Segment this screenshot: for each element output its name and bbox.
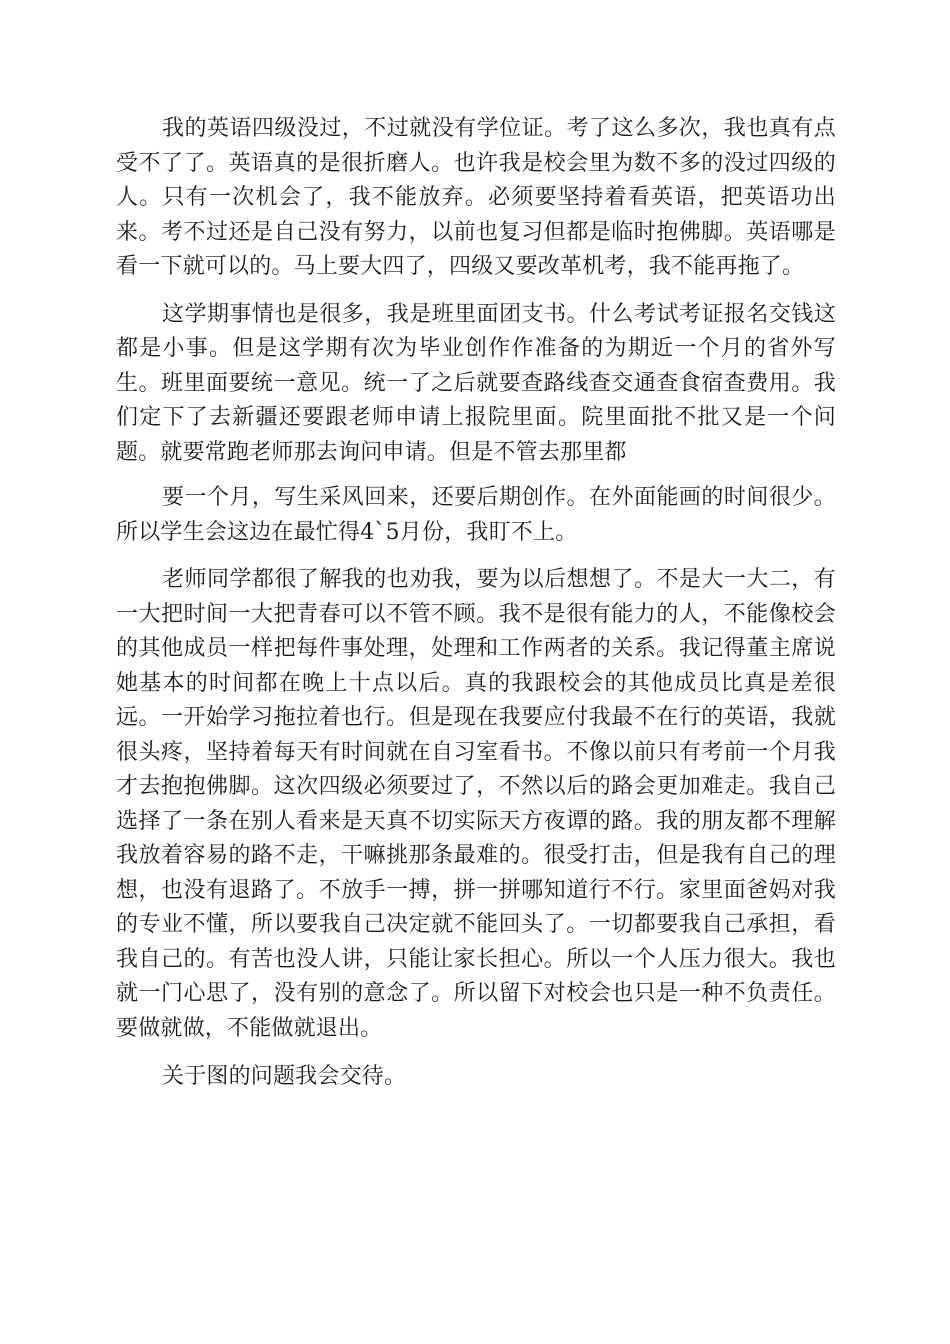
- paragraph-closing: 关于图的问题我会交待。: [162, 1064, 407, 1089]
- paragraph-sketch-trip: 要一个月，写生采风回来，还要后期创作。在外面能画的时间很少。所以学生会这边在最忙得4`5月份，我盯不上。: [116, 485, 836, 545]
- document-page: [116, 112, 836, 1112]
- paragraph-semester-duties: 这学期事情也是很多，我是班里面团支书。什么考试考证报名交钱这都是小事。但是这学期有次为毕业创作作准备的为期近一个月的省外写生。班里面要统一意见。统一了之后就要查路线查交通查食宿查费用。我们定下了去新疆还要跟老师申请上报院里面。院里面批不批又是一个问题。就要常跑老师那去询问申请。但是不管去那里都: [116, 301, 836, 465]
- paragraph-english-exam: 我的英语四级没过，不过就没有学位证。考了这么多次，我也真有点受不了了。英语真的是很折磨人。也许我是校会里为数不多的没过四级的人。只有一次机会了，我不能放弃。必须要坚持着看英语，把英语功出来。考不过还是自己没有努力，以前也复习但都是临时抱佛脚。英语哪是看一下就可以的。马上要大四了，四级又要改革机考，我不能再拖了。: [116, 116, 836, 279]
- paragraph-personal-reasons: 老师同学都很了解我的也劝我，要为以后想想了。不是大一大二，有一大把时间一大把青春可以不管不顾。我不是很有能力的人，不能像校会的其他成员一样把每件事处理，处理和工作两者的关系。我记得董主席说她基本的时间都在晚上十点以后。真的我跟校会的其他成员比真是差很远。一开始学习拖拉着也行。但是现在我要应付我最不在行的英语，我就很头疼，坚持着每天有时间就在自习室看书。不像以前只有考前一个月我才去抱抱佛脚。这次四级必须要过了，不然以后的路会更加难走。我自己选择了一条在别人看来是天真不切实际天方夜谭的路。我的朋友都不理解我放着容易的路不走，干嘛挑那条最难的。很受打击，但是我有自己的理想，也没有退路了。不放手一搏，拼一拼哪知道行不行。家里面爸妈对我的专业不懂，所以要我自己决定就不能回头了。一切都要我自己承担，看我自己的。有苦也没人讲，只能让家长担心。所以一个人压力很大。我也就一门心思了，没有别的意念了。所以留下对校会也只是一种不负责任。要做就做，不能做就退出。: [116, 567, 836, 1041]
